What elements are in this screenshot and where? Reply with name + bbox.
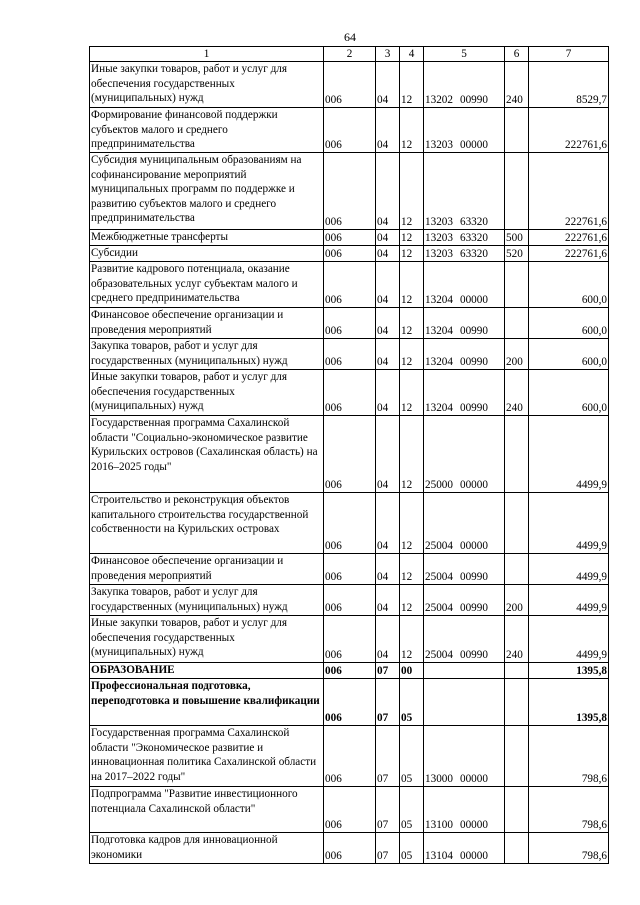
row-code-6: 200 [505,585,529,616]
row-code-5 [424,833,505,864]
row-code-2: 006 [324,246,376,262]
row-code-6 [505,153,529,230]
row-code-5 [424,416,505,493]
row-code-5-program: 13203 [425,248,453,260]
row-name: Межбюджетные трансферты [90,230,324,246]
row-amount: 4499,9 [529,616,609,663]
table-row [90,62,609,108]
row-name: Формирование финансовой поддержки субъектов малого и среднего предпринимательства [90,108,324,153]
row-code-2: 006 [324,370,376,416]
row-code-5-program: 13203 [425,216,453,228]
row-code-2: 006 [324,62,376,108]
row-code-3: 07 [376,726,400,787]
row-code-5-program: 13203 [425,139,453,151]
row-code-5-direction: 63320 [459,232,488,244]
table-row [90,262,609,308]
row-code-4: 12 [400,308,424,339]
row-name: Иные закупки товаров, работ и услуг для обеспечения государственных (муниципальных) нужд [90,370,324,416]
row-code-5 [424,246,505,262]
row-name: Иные закупки товаров, работ и услуг для обеспечения государственных (муниципальных) нужд [90,616,324,663]
row-code-6: 520 [505,246,529,262]
row-code-6: 200 [505,339,529,370]
row-code-6 [505,493,529,554]
row-code-3: 04 [376,230,400,246]
row-code-5-program: 13204 [425,325,453,337]
row-code-5-direction: 00000 [459,294,488,306]
row-code-6: 240 [505,62,529,108]
table-row [90,833,609,864]
row-code-4: 12 [400,493,424,554]
header-col-6: 6 [505,47,529,62]
row-code-6 [505,787,529,833]
row-code-5 [424,308,505,339]
row-code-2: 006 [324,585,376,616]
row-amount: 600,0 [529,339,609,370]
row-code-2: 006 [324,230,376,246]
row-code-5-program: 25004 [425,649,453,661]
row-amount: 4499,9 [529,554,609,585]
row-code-4: 12 [400,246,424,262]
row-code-3: 04 [376,262,400,308]
row-code-3: 04 [376,339,400,370]
row-code-6 [505,554,529,585]
row-name: Закупка товаров, работ и услуг для государственных (муниципальных) нужд [90,339,324,370]
row-code-4: 12 [400,230,424,246]
row-amount: 8529,7 [529,62,609,108]
row-code-5-direction: 00990 [459,402,488,414]
table-row [90,339,609,370]
row-code-3: 04 [376,153,400,230]
row-code-4: 12 [400,339,424,370]
header-col-1: 1 [90,47,324,62]
row-code-2: 006 [324,679,376,726]
row-amount: 1395,8 [529,663,609,679]
row-amount: 798,6 [529,726,609,787]
row-code-2: 006 [324,493,376,554]
table-row [90,230,609,246]
row-code-2: 006 [324,153,376,230]
table-row [90,493,609,554]
row-code-5-program: 13204 [425,294,453,306]
row-code-2: 006 [324,108,376,153]
row-code-5 [424,108,505,153]
row-code-5-direction: 00990 [459,325,488,337]
row-code-4: 12 [400,62,424,108]
row-code-3: 04 [376,246,400,262]
row-code-3: 04 [376,370,400,416]
row-code-5-program: 13204 [425,356,453,368]
row-code-4: 12 [400,616,424,663]
row-code-3: 07 [376,663,400,679]
row-code-5-program: 13203 [425,232,453,244]
row-code-5-program: 25004 [425,540,453,552]
header-col-2: 2 [324,47,376,62]
row-amount: 798,6 [529,833,609,864]
row-code-5 [424,339,505,370]
row-code-6 [505,833,529,864]
row-name: Иные закупки товаров, работ и услуг для обеспечения государственных (муниципальных) нужд [90,62,324,108]
row-name: Субсидия муниципальным образованиям на софинансирование мероприятий муниципальных программ по поддержке и развитию субъектов малого и среднего предпринимательства [90,153,324,230]
table-row [90,787,609,833]
row-code-4: 05 [400,833,424,864]
row-code-5-direction: 00990 [459,94,488,106]
header-col-7: 7 [529,47,609,62]
table-row [90,616,609,663]
row-code-4: 12 [400,153,424,230]
row-code-2: 006 [324,308,376,339]
row-name: Государственная программа Сахалинской области "Экономическое развитие и инновационная политика Сахалинской области на 2017–2022 годы" [90,726,324,787]
row-code-5-program: 25004 [425,602,453,614]
row-code-5 [424,230,505,246]
row-code-5 [424,62,505,108]
table-row [90,585,609,616]
row-code-3: 07 [376,833,400,864]
row-code-6 [505,416,529,493]
row-code-5 [424,787,505,833]
row-code-5 [424,616,505,663]
row-code-3: 04 [376,585,400,616]
row-code-3: 04 [376,493,400,554]
row-code-5-direction: 00000 [459,139,488,151]
row-code-5-program: 13204 [425,402,453,414]
row-code-5-direction: 00000 [459,773,488,785]
row-code-3: 04 [376,554,400,585]
row-code-2: 006 [324,616,376,663]
row-code-4: 12 [400,416,424,493]
row-code-6 [505,663,529,679]
row-code-5-program: 25000 [425,479,453,491]
header-col-4: 4 [400,47,424,62]
row-code-3: 07 [376,679,400,726]
row-code-5 [424,679,505,726]
table-row [90,679,609,726]
row-code-3: 07 [376,787,400,833]
row-code-4: 12 [400,370,424,416]
row-code-5-direction: 00000 [459,479,488,491]
row-code-6: 240 [505,616,529,663]
row-name: Государственная программа Сахалинской области "Социально-экономическое развитие Курильских островов (Сахалинская область) на 2016–2025 годы" [90,416,324,493]
row-code-2: 006 [324,554,376,585]
row-code-3: 04 [376,616,400,663]
header-col-3: 3 [376,47,400,62]
row-amount: 222761,6 [529,153,609,230]
row-code-6 [505,308,529,339]
row-code-3: 04 [376,62,400,108]
row-code-5-direction: 00000 [459,819,488,831]
row-code-3: 04 [376,416,400,493]
table-row [90,416,609,493]
row-code-6 [505,726,529,787]
table-row [90,108,609,153]
row-amount: 600,0 [529,308,609,339]
row-code-5-program: 13104 [425,850,453,862]
row-code-4: 05 [400,726,424,787]
row-code-5-direction: 00990 [459,356,488,368]
row-code-2: 006 [324,726,376,787]
row-code-3: 04 [376,308,400,339]
row-code-5 [424,370,505,416]
row-code-2: 006 [324,833,376,864]
row-code-5-direction: 00000 [459,850,488,862]
header-col-5: 5 [424,47,505,62]
row-name: Субсидии [90,246,324,262]
row-code-2: 006 [324,416,376,493]
row-code-4: 05 [400,679,424,726]
table-row [90,370,609,416]
row-code-2: 006 [324,787,376,833]
row-code-2: 006 [324,262,376,308]
row-code-5-program: 25004 [425,571,453,583]
row-name: Подготовка кадров для инновационной экономики [90,833,324,864]
row-code-5-direction: 00990 [459,602,488,614]
row-code-4: 00 [400,663,424,679]
row-amount: 4499,9 [529,585,609,616]
row-amount: 222761,6 [529,246,609,262]
row-code-5 [424,493,505,554]
row-amount: 600,0 [529,370,609,416]
table-row [90,663,609,679]
row-amount: 4499,9 [529,416,609,493]
row-code-5-direction: 00000 [459,540,488,552]
row-code-3: 04 [376,108,400,153]
row-name: Профессиональная подготовка, переподготовка и повышение квалификации [90,679,324,726]
table-header-row [90,47,609,62]
table-row [90,153,609,230]
row-code-5 [424,153,505,230]
row-code-5-direction: 63320 [459,248,488,260]
row-code-5 [424,262,505,308]
row-code-4: 05 [400,787,424,833]
row-amount: 798,6 [529,787,609,833]
table-body [90,62,609,864]
row-code-2: 006 [324,663,376,679]
row-name: Финансовое обеспечение организации и проведения мероприятий [90,554,324,585]
table-row [90,246,609,262]
page-number: 64 [344,30,356,44]
row-code-5-direction: 00990 [459,649,488,661]
row-name: Подпрограмма "Развитие инвестиционного потенциала Сахалинской области" [90,787,324,833]
row-code-6: 500 [505,230,529,246]
budget-table [89,46,609,864]
table-row [90,308,609,339]
row-amount: 600,0 [529,262,609,308]
row-code-5-direction: 63320 [459,216,488,228]
row-name: Строительство и реконструкция объектов капитального строительства государственной собственности на Курильских островах [90,493,324,554]
row-amount: 222761,6 [529,108,609,153]
table-row [90,726,609,787]
row-code-5 [424,726,505,787]
row-amount: 222761,6 [529,230,609,246]
row-code-5-direction: 00990 [459,571,488,583]
row-code-5-program: 13100 [425,819,453,831]
row-name: Развитие кадрового потенциала, оказание образовательных услуг субъектам малого и среднего предпринимательства [90,262,324,308]
row-code-5-program: 13202 [425,94,453,106]
row-code-5 [424,554,505,585]
row-code-6: 240 [505,370,529,416]
row-amount: 1395,8 [529,679,609,726]
row-code-6 [505,108,529,153]
row-code-4: 12 [400,585,424,616]
row-code-4: 12 [400,108,424,153]
row-code-5 [424,585,505,616]
row-code-6 [505,262,529,308]
row-code-2: 006 [324,339,376,370]
row-name: Финансовое обеспечение организации и проведения мероприятий [90,308,324,339]
row-amount: 4499,9 [529,493,609,554]
row-code-6 [505,679,529,726]
row-name: Закупка товаров, работ и услуг для государственных (муниципальных) нужд [90,585,324,616]
row-code-5 [424,663,505,679]
table-row [90,554,609,585]
row-name: ОБРАЗОВАНИЕ [90,663,324,679]
row-code-4: 12 [400,554,424,585]
row-code-4: 12 [400,262,424,308]
row-code-5-program: 13000 [425,773,453,785]
